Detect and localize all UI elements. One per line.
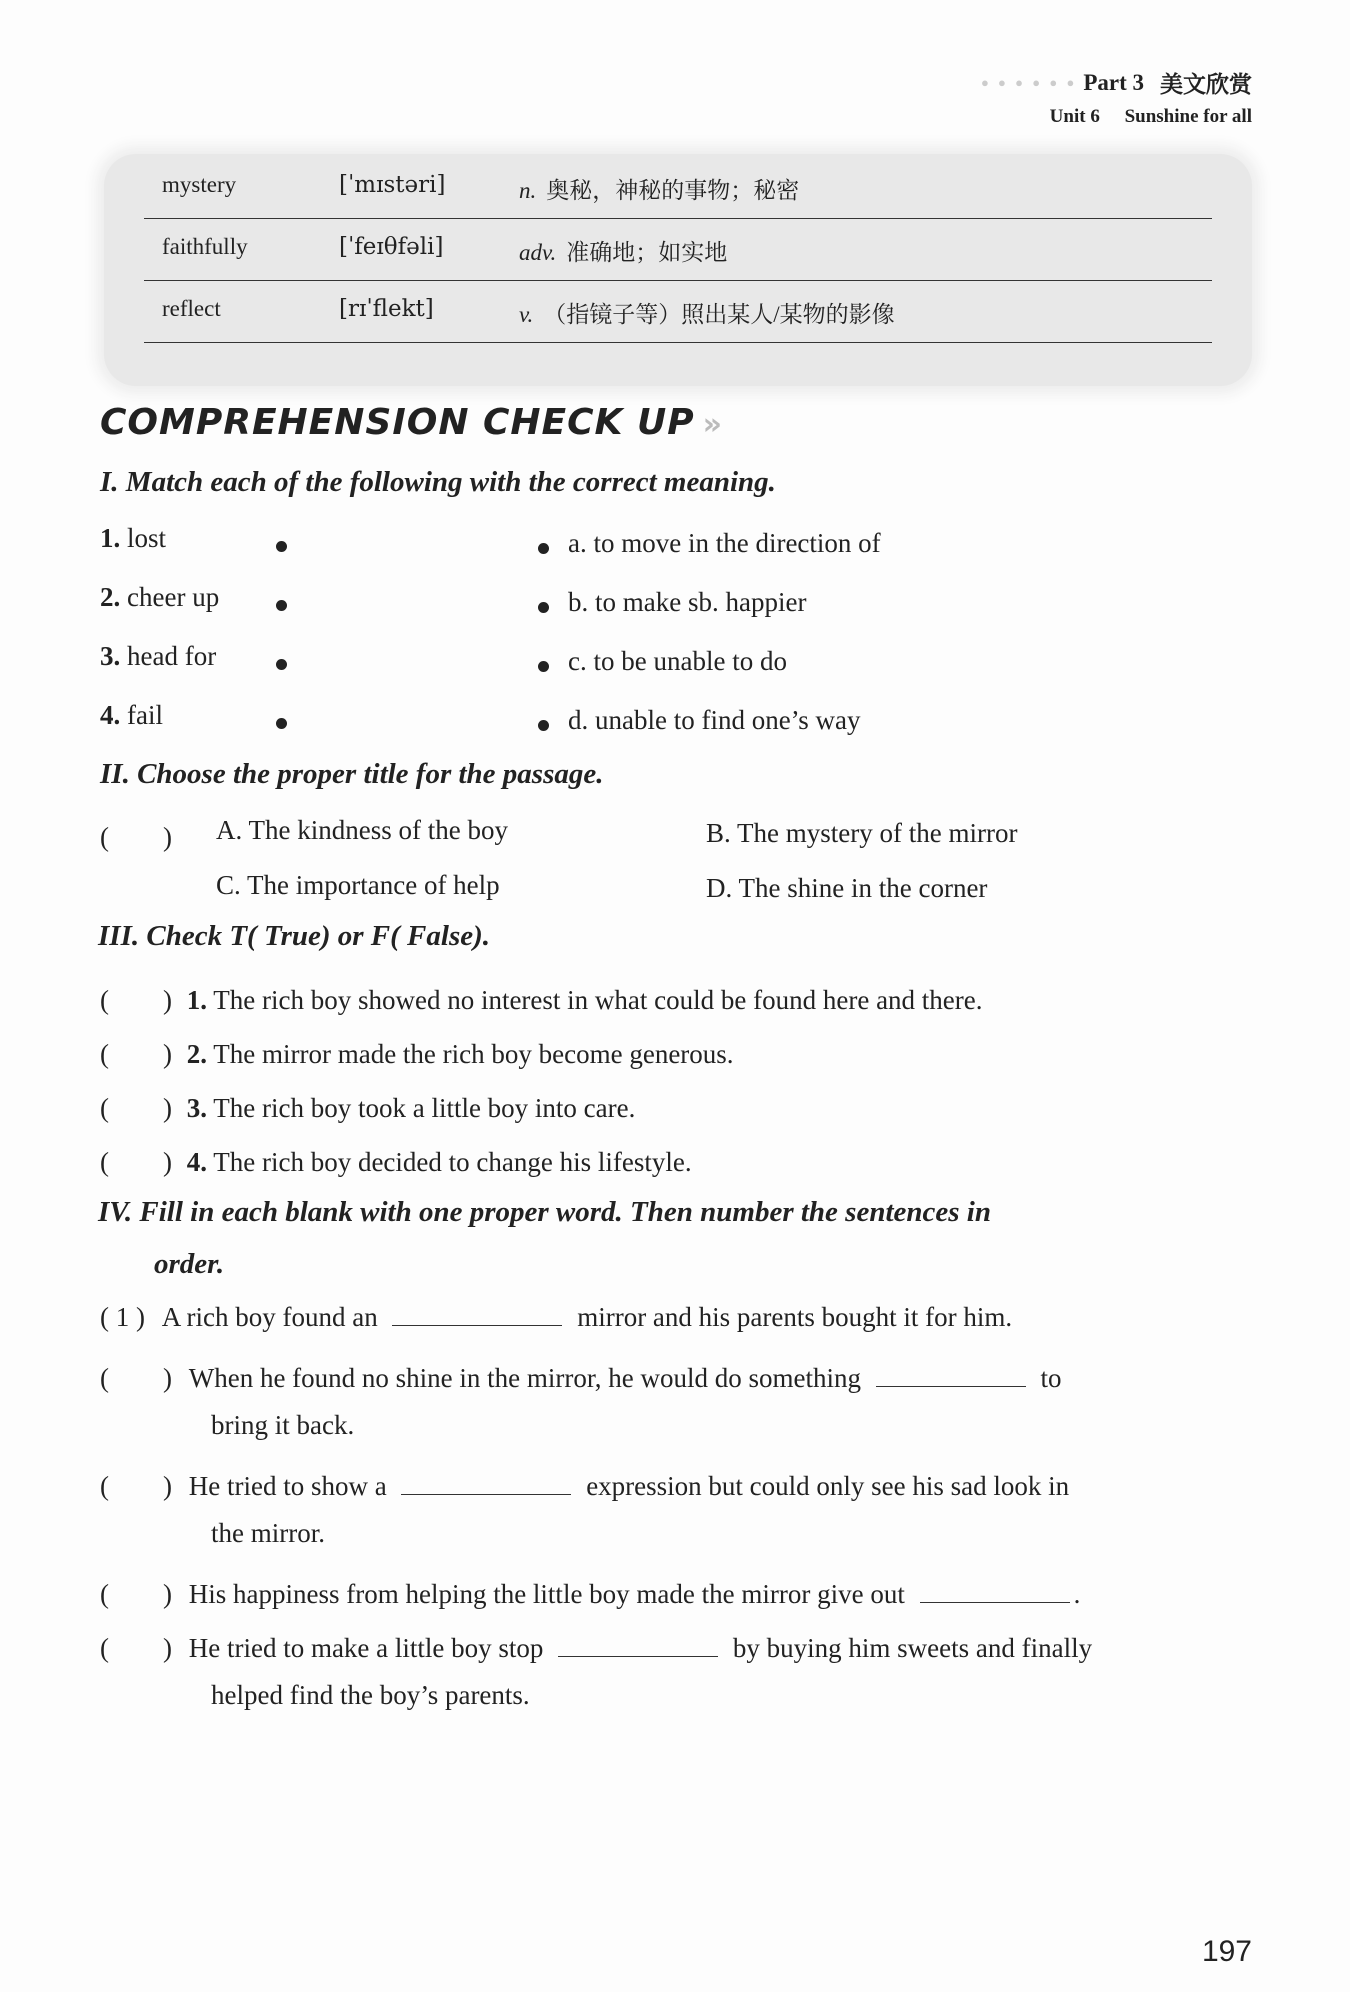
vocab-phonetic: [rɪˈflekt] — [339, 296, 434, 322]
match-dot-left[interactable] — [276, 659, 287, 670]
sentence-continuation: bring it back. — [211, 1410, 355, 1440]
vocab-row — [144, 220, 1212, 281]
match-dot-right[interactable] — [538, 602, 549, 613]
vocab-meaning — [519, 234, 727, 267]
header-unit — [1050, 106, 1252, 128]
section-1-title: I. Match each of the following with the correct meaning. — [100, 466, 776, 498]
unit-label: Unit 6 — [1049, 106, 1100, 127]
answer-paren[interactable]: ( ) — [100, 1147, 172, 1177]
item-number: 1. — [100, 523, 121, 553]
vocabulary-box — [104, 154, 1252, 386]
match-dot-right[interactable] — [538, 543, 549, 554]
vocab-row — [144, 158, 1212, 219]
item-number: 3. — [186, 1093, 207, 1123]
option-c: C. The importance of help — [216, 870, 500, 900]
answer-blank[interactable] — [876, 1364, 1026, 1387]
match-meaning-c: c. to be unable to do — [568, 646, 787, 676]
vocab-word: reflect — [162, 296, 221, 321]
vocab-pos: adv. — [519, 240, 557, 265]
answer-paren[interactable]: ( 1 ) — [100, 1302, 145, 1332]
sentence-start: When he found no shine in the mirror, he would do something — [188, 1363, 862, 1393]
fill-item — [100, 1302, 1012, 1333]
sentence-start: A rich boy found an — [161, 1302, 378, 1332]
match-meaning-d: d. unable to find one’s way — [568, 705, 861, 735]
fill-item — [100, 1464, 1069, 1503]
sentence-end: to — [1040, 1363, 1062, 1393]
vocab-definition: 奥秘，神秘的事物；秘密 — [546, 178, 800, 203]
item-text: lost — [127, 523, 167, 553]
part-label: Part 3 — [1083, 69, 1144, 95]
sentence-end: . — [1073, 1579, 1081, 1609]
item-text: The rich boy showed no interest in what could be found here and there. — [213, 985, 983, 1015]
comprehension-title: COMPREHENSION CHECK UP — [100, 402, 695, 443]
answer-paren[interactable]: ( ) — [100, 1093, 172, 1123]
match-dot-right[interactable] — [538, 661, 549, 672]
sentence-continuation: helped find the boy’s parents. — [211, 1680, 530, 1710]
sentence-end: expression but could only see his sad look in — [586, 1471, 1070, 1501]
sentence-end: mirror and his parents bought it for him. — [577, 1302, 1013, 1332]
vocab-phonetic: [ˈmɪstəri] — [339, 172, 446, 198]
vocab-row — [144, 282, 1212, 343]
tf-item — [100, 1140, 692, 1179]
answer-paren[interactable]: ( ) — [100, 1039, 172, 1069]
unit-title: Sunshine for all — [1124, 106, 1252, 127]
comprehension-heading — [100, 402, 723, 443]
answer-blank[interactable] — [401, 1472, 571, 1495]
option-b: B. The mystery of the mirror — [706, 818, 1018, 848]
answer-paren[interactable]: ( ) — [100, 1579, 172, 1609]
item-text: The rich boy took a little boy into care. — [213, 1093, 636, 1123]
sentence-start: He tried to show a — [188, 1471, 387, 1501]
match-dot-left[interactable] — [276, 600, 287, 611]
item-text: head for — [127, 641, 217, 671]
tf-item — [100, 1032, 734, 1071]
sentence-start: He tried to make a little boy stop — [188, 1633, 544, 1663]
item-number: 4. — [100, 700, 121, 730]
item-number: 3. — [100, 641, 121, 671]
option-a: A. The kindness of the boy — [216, 815, 508, 845]
item-number: 2. — [186, 1039, 207, 1069]
sentence-continuation: the mirror. — [211, 1518, 325, 1548]
sentence-end: by buying him sweets and finally — [732, 1633, 1093, 1663]
item-number: 4. — [186, 1147, 207, 1177]
item-text: cheer up — [127, 582, 220, 612]
answer-blank[interactable] — [392, 1303, 562, 1326]
vocab-word: faithfully — [162, 234, 248, 259]
item-number: 2. — [100, 582, 121, 612]
section-2-title: II. Choose the proper title for the passage. — [100, 758, 604, 790]
answer-paren[interactable]: ( ) — [100, 822, 172, 852]
match-dot-left[interactable] — [276, 541, 287, 552]
fill-item — [100, 1356, 1062, 1395]
fill-item — [100, 1626, 1092, 1665]
item-number: 1. — [186, 985, 207, 1015]
vocab-meaning — [519, 172, 799, 205]
answer-blank[interactable] — [558, 1634, 718, 1657]
item-text: The rich boy decided to change his lifestyle. — [213, 1147, 692, 1177]
vocab-definition: 准确地；如实地 — [566, 240, 728, 265]
vocab-pos: v. — [519, 302, 534, 327]
match-item-1 — [100, 523, 166, 554]
tf-item — [100, 1086, 635, 1125]
match-item-4 — [100, 700, 163, 731]
section-3-title: III. Check T( True) or F( False). — [98, 920, 491, 952]
sentence-start: His happiness from helping the little boy made the mirror give out — [188, 1579, 905, 1609]
match-item-3 — [100, 641, 216, 672]
vocab-definition: （指镜子等）照出某人/某物的影像 — [543, 302, 895, 327]
option-d: D. The shine in the corner — [706, 873, 988, 903]
section-4-title-cont: order. — [154, 1248, 225, 1280]
match-meaning-a: a. to move in the direction of — [568, 528, 881, 558]
answer-blank[interactable] — [920, 1580, 1070, 1603]
tf-item — [100, 978, 983, 1017]
part-title: 美文欣赏 — [1160, 72, 1252, 97]
item-text: fail — [127, 700, 163, 730]
vocab-word: mystery — [162, 172, 237, 197]
match-item-2 — [100, 582, 219, 613]
match-meaning-b: b. to make sb. happier — [568, 587, 807, 617]
section-4-title: IV. Fill in each blank with one proper word. Then number the sentences in — [98, 1196, 991, 1228]
header-part — [981, 66, 1252, 99]
vocab-pos: n. — [519, 178, 537, 203]
decorative-dots-icon: ● ● ● ● ● ● — [980, 74, 1078, 90]
double-chevron-icon: » — [702, 407, 723, 442]
answer-paren[interactable]: ( ) — [100, 1363, 172, 1393]
match-dot-right[interactable] — [538, 720, 549, 731]
vocab-meaning — [519, 296, 895, 329]
answer-paren[interactable]: ( ) — [100, 1633, 172, 1663]
match-dot-left[interactable] — [276, 718, 287, 729]
page-number: 197 — [1201, 1935, 1252, 1968]
answer-paren[interactable]: ( ) — [100, 1471, 172, 1501]
vocab-phonetic: [ˈfeɪθfəli] — [339, 234, 444, 260]
answer-paren[interactable]: ( ) — [100, 985, 172, 1015]
item-text: The mirror made the rich boy become generous. — [213, 1039, 734, 1069]
fill-item — [100, 1572, 1080, 1611]
